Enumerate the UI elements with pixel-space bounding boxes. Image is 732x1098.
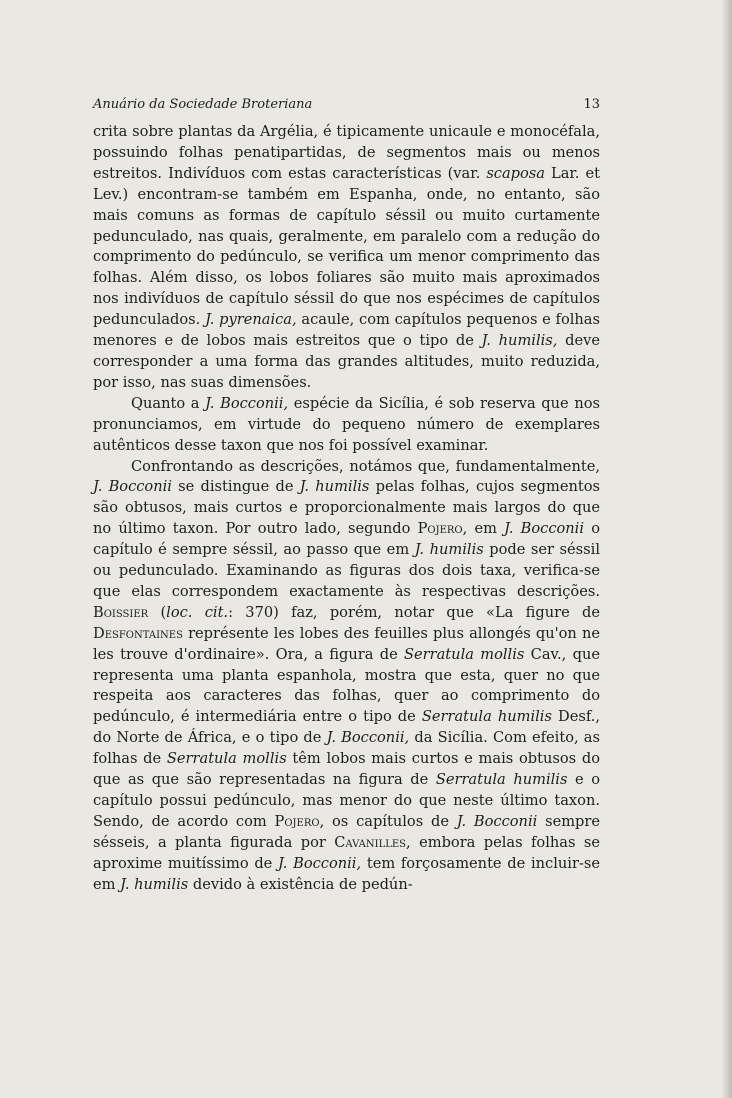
text-run: devido à existência de pedún-	[188, 875, 413, 893]
text-run: , embora pelas folhas se aproxime muitíssimo de	[93, 833, 600, 872]
italic-term: J. humilis,	[481, 332, 558, 350]
text-run: représente les lobes des feuilles plus allongés qu'on ne les trouve d'ordinaire». Ora, a figura de	[93, 624, 600, 663]
italic-term: Serratula humilis	[435, 771, 568, 789]
text-run: tem forçosamente de incluir-se em	[93, 854, 600, 893]
text-run: (	[148, 603, 167, 621]
italic-term: J. humilis	[299, 478, 370, 496]
text-run: crita sobre plantas da Argélia, é tipicamente unicaule e monocéfala, possuindo folhas penatipartidas, de segmentos mais ou menos estreitos. Indivíduos com estas características (var.	[93, 123, 600, 182]
author-name: Cavanilles	[334, 833, 407, 851]
italic-term: J. Bocconii,	[326, 729, 410, 747]
body-paragraph	[93, 394, 600, 457]
text-run: pelas folhas, cujos segmentos são obtusos, mais curtos e proporcionalmente mais largos do que no último taxon. Por outro lado, segundo	[93, 478, 601, 538]
italic-term: J. Bocconii,	[278, 854, 362, 872]
text-run: Cav., que representa uma planta espanhola, mostra que esta, quer no que respeita aos caracteres das folhas, quer ao comprimento do pedúnculo, é intermediária entre o tipo de	[93, 645, 600, 726]
italic-term: loc. cit.	[166, 603, 229, 621]
italic-term: J. Bocconii	[456, 812, 538, 830]
author-name: Pojero	[274, 812, 320, 830]
journal-title: Anuário da Sociedade Broteriana	[93, 97, 313, 112]
text-run: espécie da Sicília, é sob reserva que nos pronunciamos, em virtude do pequeno número de exemplares autênticos desse taxon que nos foi possível examinar.	[93, 394, 600, 454]
italic-term: J. Bocconii	[93, 478, 172, 496]
text-run: Quanto a	[131, 394, 206, 412]
italic-term: Serratula mollis	[166, 750, 287, 768]
text-run: , os capítulos de	[319, 812, 457, 830]
page-number: 13	[583, 97, 600, 112]
text-run: e o capítulo possui pedúnculo, mas menor do que neste último taxon. Sendo, de acordo com	[93, 771, 601, 830]
author-name: Desfontaines	[93, 624, 183, 642]
text-run: Lar. et Lev.) encontram-se também em Espanha, onde, no entanto, são mais comuns as formas de capítulo séssil ou muito curtamente pedunculado, nas quais, geralmente, em paralelo com a redução do comprimento do pedúnculo, se verifica um menor comprimento das folhas. Além disso, os lobos foliares são muito mais aproximados nos indivíduos de capítulo séssil do que nos espécimes de capítulos pedunculados.	[93, 164, 600, 329]
text-run: o capítulo é sempre séssil, ao passo que em	[93, 520, 600, 559]
text-run: , em	[462, 520, 505, 538]
body-paragraph	[93, 122, 600, 394]
body-text	[93, 122, 600, 896]
text-run: pode ser séssil ou pedunculado. Examinando as figuras dos dois taxa, verifica-se que elas correspondem exactamente às respectivas descrições.	[93, 541, 600, 600]
italic-term: Serratula mollis	[404, 645, 525, 663]
page-edge-shadow	[722, 0, 732, 1098]
author-name: Pojero	[417, 520, 463, 538]
text-run: se distingue de	[171, 478, 300, 496]
text-run: sempre sésseis, a planta figurada por	[93, 812, 601, 851]
body-paragraph	[93, 457, 600, 896]
italic-term: J. humilis	[414, 541, 484, 559]
italic-term: J. humilis	[120, 875, 189, 893]
text-run: Confrontando as descrições, notámos que, fundamentalmente,	[131, 457, 600, 475]
text-run: da Sicília. Com efeito, as folhas de	[93, 729, 601, 768]
italic-term: scaposa	[486, 164, 545, 182]
text-run: deve corresponder a uma forma das grandes altitudes, muito reduzida, por isso, nas suas dimensões.	[93, 332, 601, 391]
author-name: Boissier	[93, 603, 149, 621]
text-run: Desf., do Norte de África, e o tipo de	[93, 708, 601, 747]
italic-term: Serratula humilis	[421, 708, 552, 726]
text-run: : 370) faz, porém, notar que «La figure de	[228, 603, 600, 621]
running-header	[93, 97, 600, 112]
document-page	[93, 97, 600, 896]
italic-term: J. Bocconii	[504, 520, 585, 538]
text-run: acaule, com capítulos pequenos e folhas menores e de lobos mais estreitos que o tipo de	[93, 311, 600, 350]
text-run: têm lobos mais curtos e mais obtusos do que as que são representadas na figura de	[93, 750, 600, 789]
italic-term: J. pyrenaica,	[205, 311, 297, 329]
italic-term: J. Bocconii,	[205, 394, 289, 412]
